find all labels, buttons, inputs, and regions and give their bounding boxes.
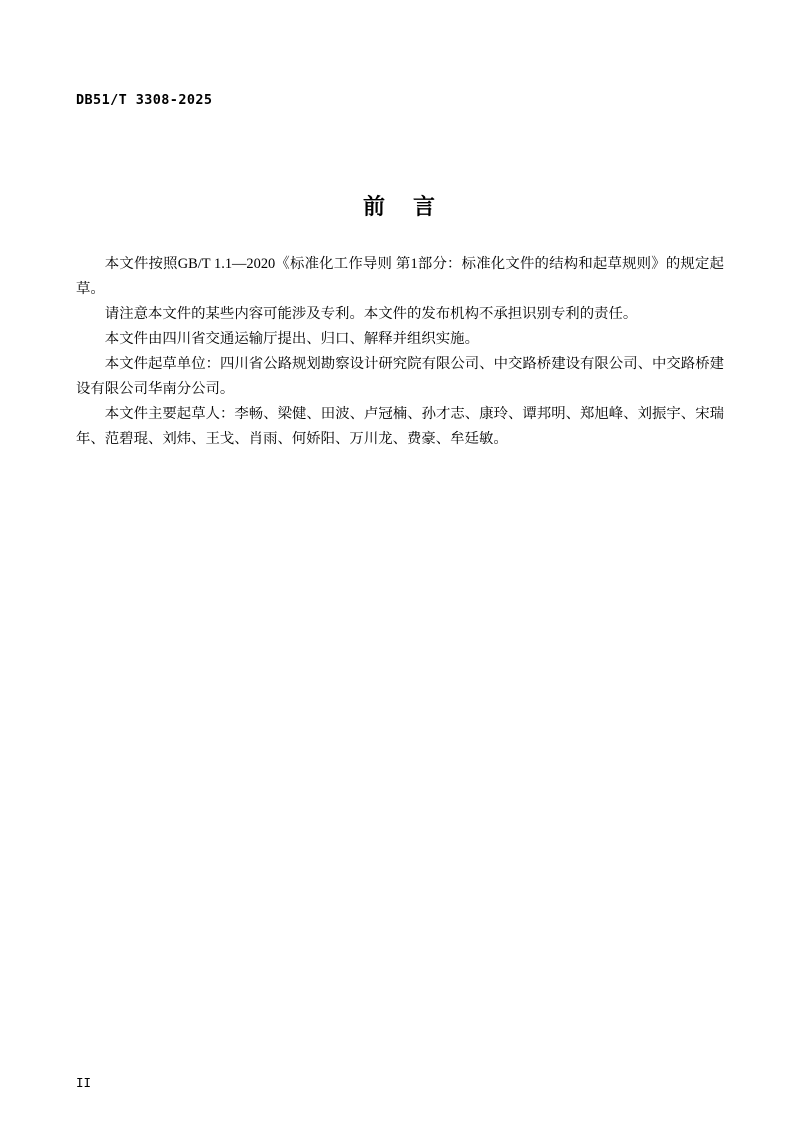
page-title-right: 言 [413, 194, 438, 219]
page-title-left: 前 [362, 194, 387, 219]
foreword-paragraph-1: 本文件按照GB/T 1.1—2020《标准化工作导则 第1部分：标准化文件的结构和起草规则》的规定起草。 [76, 256, 724, 297]
foreword-body [76, 252, 724, 452]
page-number: II [76, 1075, 92, 1090]
foreword-paragraph-2: 请注意本文件的某些内容可能涉及专利。本文件的发布机构不承担识别专利的责任。 [104, 306, 638, 322]
page-title [0, 190, 800, 221]
foreword-paragraph-4: 本文件起草单位：四川省公路规划勘察设计研究院有限公司、中交路桥建设有限公司、中交路桥建设有限公司华南分公司。 [76, 356, 724, 397]
foreword-paragraph-5: 本文件主要起草人：李畅、梁健、田波、卢冠楠、孙才志、康玲、谭邦明、郑旭峰、刘振宇、宋瑞年、范碧琨、刘炜、王戈、肖雨、何娇阳、万川龙、费豪、牟廷敏。 [76, 406, 724, 447]
standard-code-header: DB51/T 3308-2025 [76, 92, 213, 108]
foreword-paragraph-3: 本文件由四川省交通运输厅提出、归口、解释并组织实施。 [104, 331, 479, 347]
